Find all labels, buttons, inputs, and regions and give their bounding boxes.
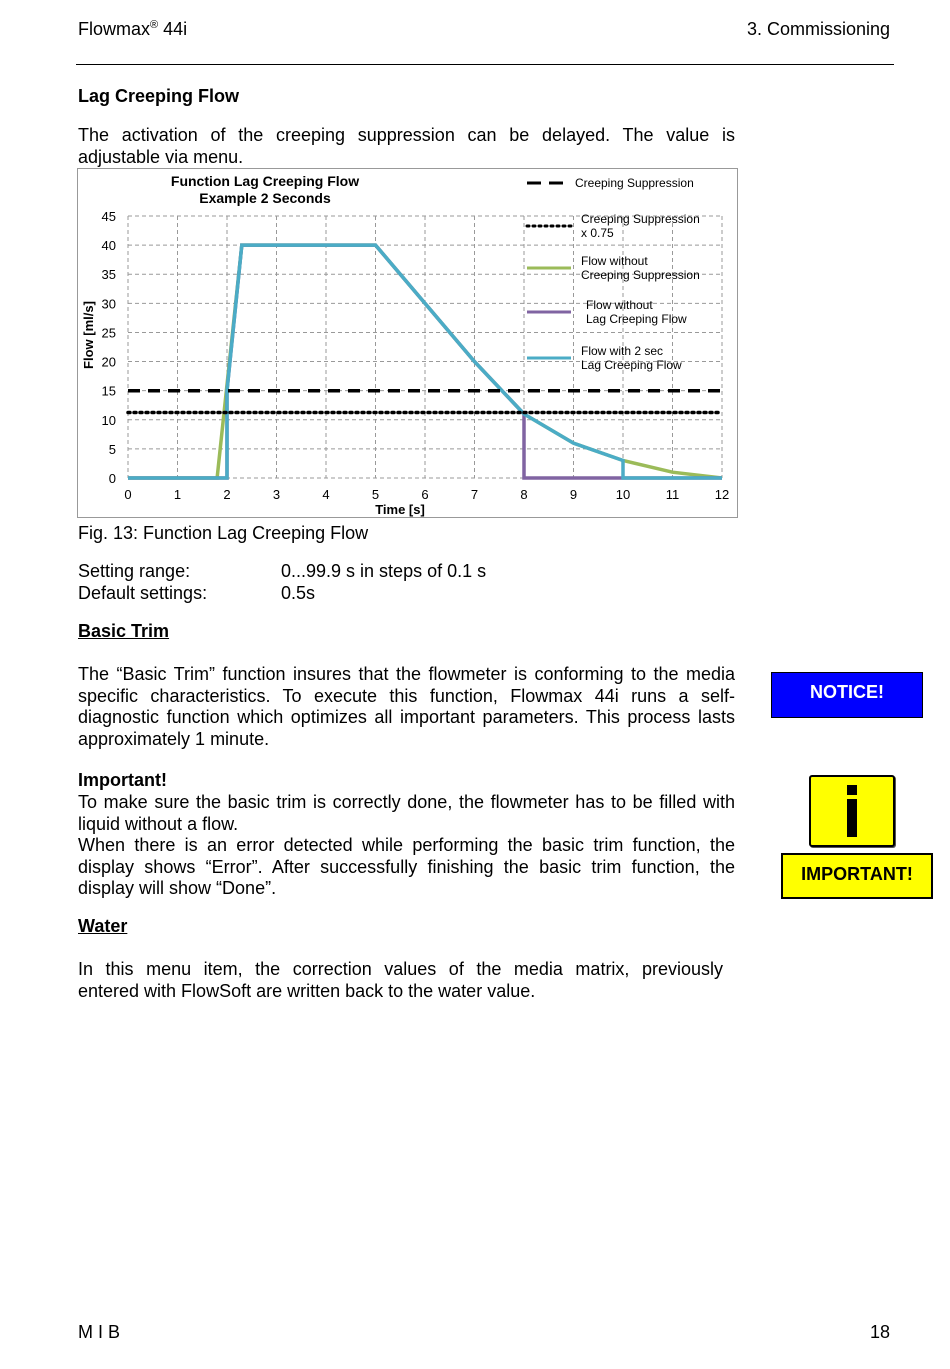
legend-label-3-0: Flow without [586,298,653,312]
setting-range-label: Setting range: [78,561,191,581]
x-tick-label-6: 6 [421,487,429,502]
water-paragraph: In this menu item, the correction values of the media matrix, previously entered with FlowSoft are written back to the water value. [78,959,723,1001]
y-tick-label-4: 20 [101,354,116,370]
x-tick-label-0: 0 [124,487,132,502]
x-tick-label-5: 5 [371,487,380,502]
y-tick-label-1: 5 [108,441,116,457]
x-tick-label-3: 3 [272,487,281,502]
info-icon [809,775,895,847]
settings-labels [78,561,207,604]
figure-caption: Fig. 13: Function Lag Creeping Flow [78,523,369,543]
section-title-lag-creeping-flow: Lag Creeping Flow [78,86,240,106]
header-product: Flowmax® 44i [78,19,188,39]
notice-badge: NOTICE! [771,672,923,718]
x-axis-label: Time [s] [375,502,425,517]
chart-lag-creeping-flow [77,168,738,518]
important-badge: IMPORTANT! [781,853,933,899]
section-title-basic-trim: Basic Trim [78,621,170,641]
y-tick-label-3: 15 [101,383,116,399]
x-tick-label-4: 4 [322,487,330,502]
default-settings-label: Default settings: [78,582,208,603]
x-tick-label-7: 7 [470,487,479,502]
legend-label-2-1: Creeping Suppression [581,268,700,282]
legend-label-1-1: x 0.75 [581,226,614,240]
legend-label-0-0: Creeping Suppression [575,176,694,190]
x-tick-label-11: 11 [665,487,680,502]
x-tick-label-2: 2 [223,487,231,502]
legend-label-4-0: Flow with 2 sec [581,344,664,358]
y-tick-label-9: 45 [101,209,116,224]
settings-values [281,561,486,604]
x-tick-label-8: 8 [520,487,528,502]
footer-left: M I B [78,1322,121,1342]
basic-trim-paragraph: The “Basic Trim” function insures that the flowmeter is conforming to the media specific characteristics. To execute this function, Flowmax 44i runs a self- diagnostic function which optimizes all important parameters. This process lasts approximately 1 minute. [78,664,735,749]
y-tick-label-0: 0 [108,471,116,486]
legend-label-1-0: Creeping Suppression [581,212,700,226]
header-chapter: 3. Commissioning [746,19,890,39]
section-title-water: Water [78,916,128,936]
y-tick-label-7: 35 [101,267,116,283]
lag-paragraph: The activation of the creeping suppression can be delayed. The value is adjustable via menu. [78,125,735,167]
y-axis-label: Flow [ml/s] [81,301,96,369]
chart-svg [78,169,739,519]
x-tick-label-9: 9 [569,487,578,502]
header-rule [76,64,894,65]
setting-range-value: 0...99.9 s in steps of 0.1 s [281,561,487,581]
legend-label-4-1: Lag Creeping Flow [581,358,682,372]
y-tick-label-5: 25 [101,325,116,341]
x-tick-label-1: 1 [173,487,182,502]
y-tick-label-2: 10 [101,412,116,428]
chart-subtitle: Example 2 Seconds [199,190,331,206]
important-paragraph: To make sure the basic trim is correctly done, the flowmeter has to be filled with liquid without a flow. When there is an error detected while performing the basic trim function, the display shows “Error”. After successfully finishing the basic trim function, the display will show “Done”. [78,792,735,898]
important-heading: Important! [78,770,167,790]
x-tick-label-12: 12 [714,487,730,502]
chart-title: Function Lag Creeping Flow [170,173,360,189]
legend-label-2-0: Flow without [581,254,648,268]
y-tick-label-6: 30 [101,296,116,312]
x-tick-label-10: 10 [615,487,631,502]
default-settings-value: 0.5s [281,582,316,603]
legend-label-3-1: Lag Creeping Flow [586,312,687,326]
page-number: 18 [869,1322,890,1342]
y-tick-label-8: 40 [101,238,116,254]
